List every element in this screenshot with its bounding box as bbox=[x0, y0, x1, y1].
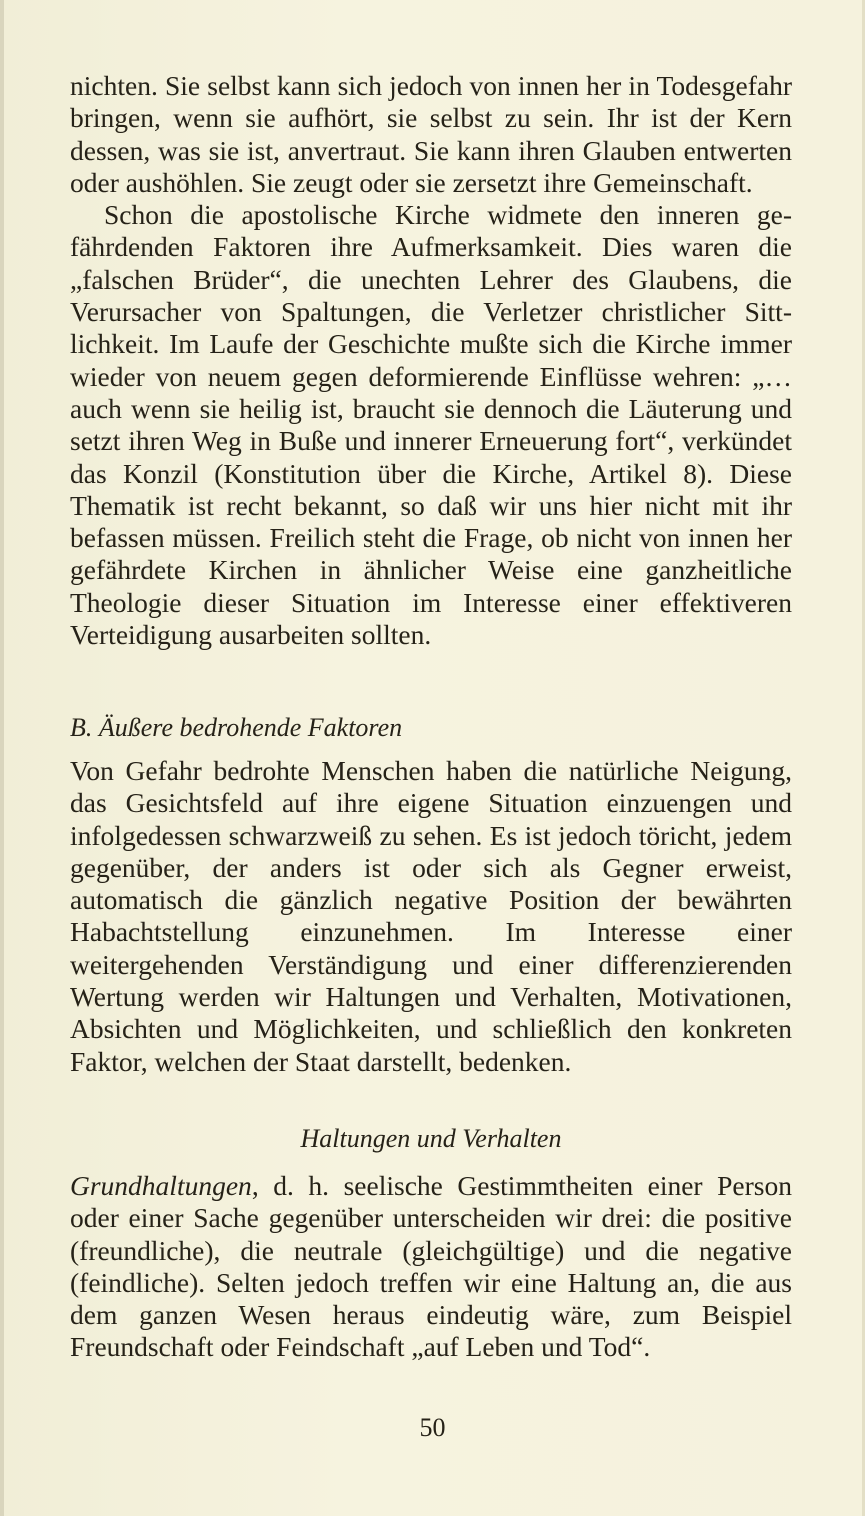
page-left-edge bbox=[0, 0, 4, 1516]
paragraph-4 bbox=[70, 1170, 792, 1364]
paragraph-2: Schon die apostolische Kirche widmete den inneren gefährdenden Faktoren ihre Aufmerksamkeit. Dies waren die „falschen Brüder“, die unechten Lehrer des Glaubens, die Verursacher von Spaltungen, die Verletzer christlicher Sittlichkeit. Im Laufe der Geschichte mußte sich die Kirche immer wieder von neuem gegen deformierende Einflüsse wehren: „… auch wenn sie heilig ist, braucht sie dennoch die Läuterung und setzt ihren Weg in Buße und innerer Erneuerung fort“, verkündet das Konzil (Konstitution über die Kirche, Artikel 8). Diese Thematik ist recht bekannt, so daß wir uns hier nicht mit ihr befassen müssen. Freilich steht die Frage, ob nicht von innen her gefährdete Kirchen in ähnlicher Weise eine ganzheitliche Theologie dieser Situation im Interesse einer effektiveren Verteidigung ausarbeiten sollten. bbox=[70, 199, 792, 651]
paragraph-3: Von Gefahr bedrohte Menschen haben die natürliche Neigung, das Gesichtsfeld auf ihre eigene Situation einzuengen und infolgedessen schwarzweiß zu sehen. Es ist jedoch töricht, jedem gegenüber, der anders ist oder sich als Gegner erweist, automatisch die gänzlich negative Position der bewährten Habachtstellung einzunehmen. Im Interesse einer weitergehenden Verständigung und einer differenzierenden Wertung werden wir Haltungen und Verhalten, Motivationen, Absichten und Möglichkeiten, und schließlich den konkreten Faktor, welchen der Staat darstellt, bedenken. bbox=[70, 755, 792, 1077]
page-number: 50 bbox=[419, 1413, 446, 1442]
section-heading: B. Äußere bedrohende Faktoren bbox=[70, 713, 403, 742]
text-block-intro bbox=[70, 70, 792, 651]
paragraph-1: nichten. Sie selbst kann sich jedoch von innen her in Todesgefahr bringen, wenn sie aufhört, sie selbst zu sein. Ihr ist der Kern dessen, was sie ist, anvertraut. Sie kann ihren Glauben entwerten oder aushöhlen. Sie zeugt oder sie zersetzt ihre Gemeinschaft. bbox=[70, 70, 792, 198]
subheading: Haltungen und Verhalten bbox=[300, 1124, 562, 1153]
text-block-haltungen bbox=[70, 1170, 792, 1364]
text-block-section-b bbox=[70, 755, 792, 1078]
paragraph-4-text: , d. h. seelische Gestimmtheiten einer Person oder einer Sache gegenüber unterscheiden wir drei: die positive (freundliche), die neutrale (gleichgültige) und die negative (feindliche). Selten jedoch treffen wir eine Haltung an, die aus dem ganzen Wesen heraus eindeutig wäre, zum Beispiel Freundschaft oder Feindschaft „auf Leben und Tod“. bbox=[70, 1170, 792, 1363]
paragraph-4-term: Grundhaltungen bbox=[70, 1170, 252, 1201]
